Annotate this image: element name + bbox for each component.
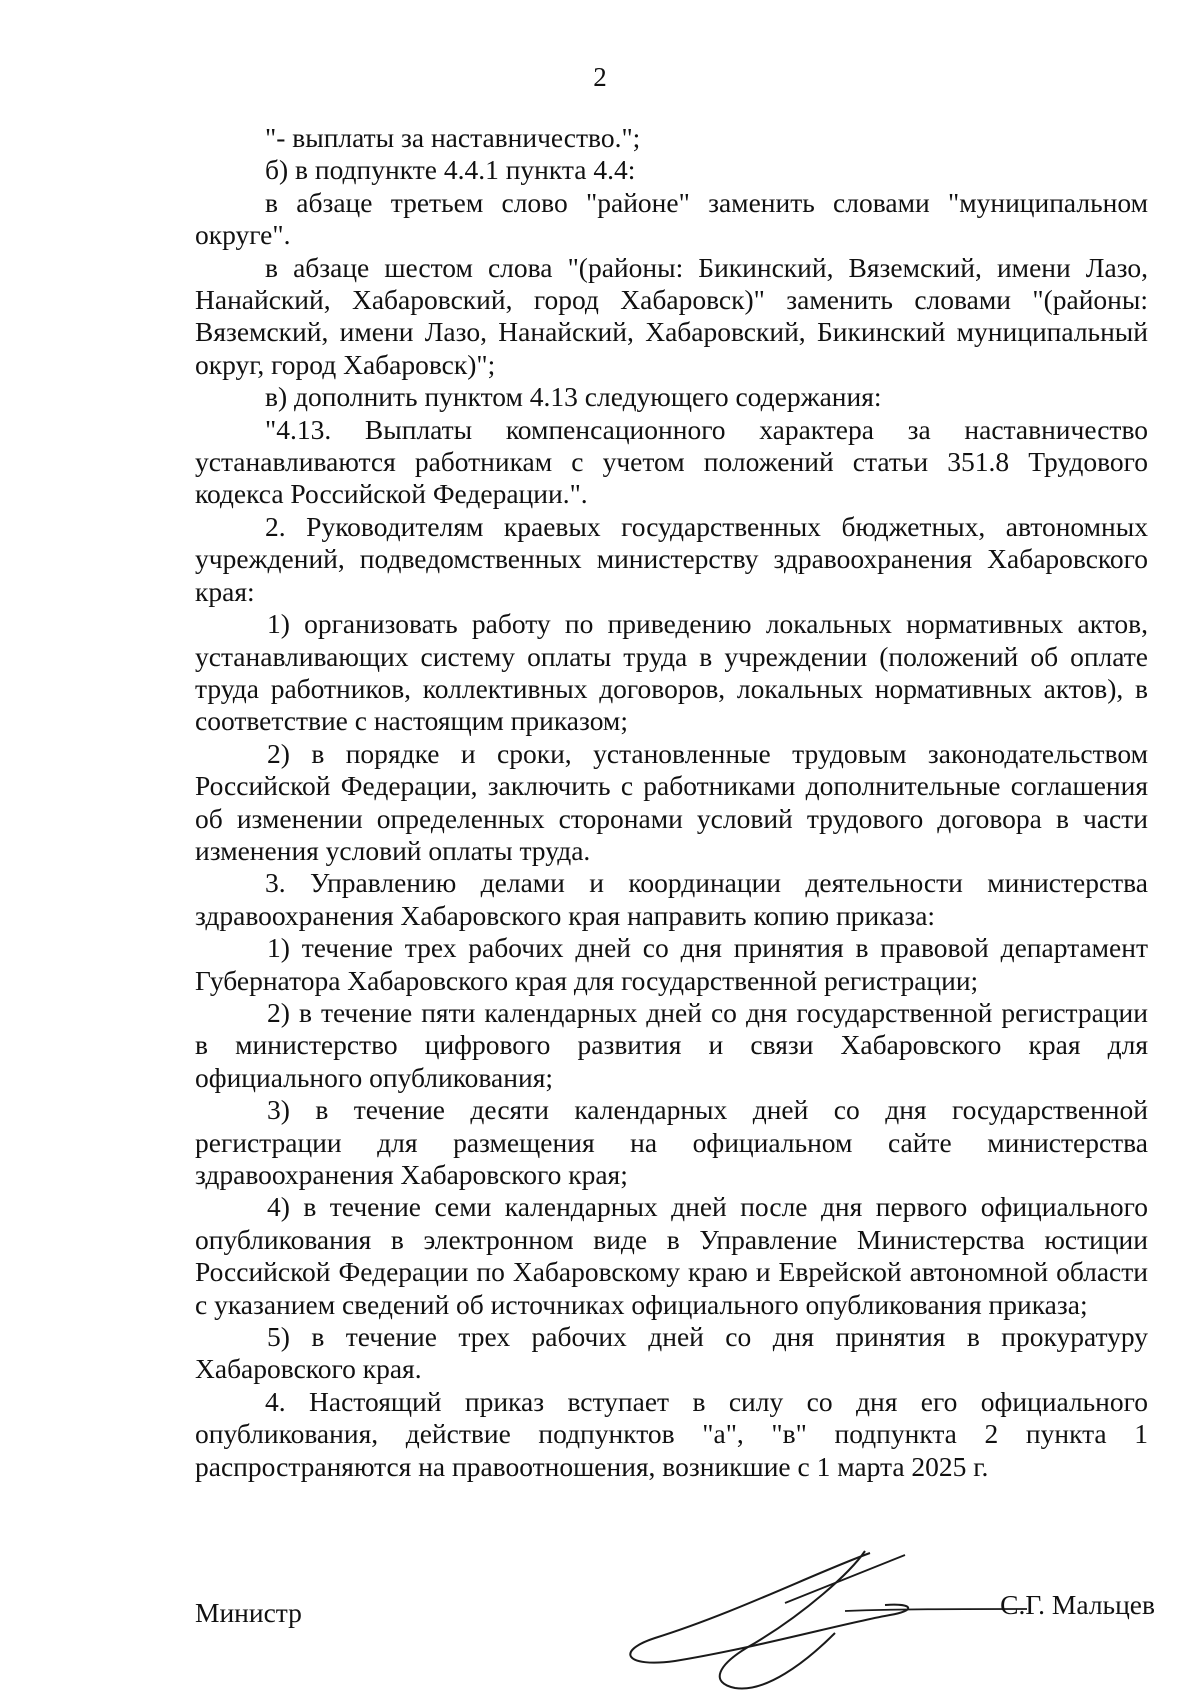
paragraph: в абзаце шестом слова "(районы: Бикинский, Вяземский, имени Лазо, Нанайский, Хабаровский, город Хабаровск)" заменить словами "(районы: Вяземский, имени Лазо, Нанайский, Хабаровский, Бикинский муниципальный округ, город Хабаровск)"; (195, 251, 1148, 380)
paragraph: "- выплаты за наставничество."; (265, 122, 641, 153)
signature-block (195, 1589, 1155, 1707)
paragraph: 3) в течение десяти календарных дней со дня государственной регистрации для размещения на официальном сайте министерства здравоохранения Хабаровского края; (195, 1094, 1148, 1190)
paragraph: 2) в течение пяти календарных дней со дня государственной регистрации в министерство цифрового развития и связи Хабаровского края для официального опубликования; (195, 996, 1148, 1093)
paragraph: 5) в течение трех рабочих дней со дня принятия в прокуратуру Хабаровского края. (195, 1321, 1148, 1385)
signatory-title: Министр (195, 1597, 302, 1628)
page-number: 2 (593, 62, 607, 92)
paragraph: 4) в течение семи календарных дней после дня первого официального опубликования в электронном виде в Управление Министерства юстиции Российской Федерации по Хабаровскому краю и Еврейской автономной области с указанием сведений об источниках официального опубликования приказа; (195, 1191, 1148, 1320)
paragraph: в абзаце третьем слово "районе" заменить словами "муниципальном округе". (195, 186, 1148, 251)
document-body (195, 122, 1148, 1483)
paragraph: 4. Настоящий приказ вступает в силу со дня его официального опубликования, действие подпунктов "а", "в" подпункта 2 пункта 1 распространяются на правоотношения, возникшие с 1 марта 2025 г. (195, 1385, 1148, 1482)
paragraph: 1) организовать работу по приведению локальных нормативных актов, устанавливающих систему оплаты труда в учреждении (положений об оплате труда работников, коллективных договоров, локальных нормативных актов), в соответствие с настоящим приказом; (195, 608, 1148, 737)
paragraph: в) дополнить пунктом 4.13 следующего содержания: (265, 381, 882, 413)
paragraph: 1) течение трех рабочих дней со дня принятия в правовой департамент Губернатора Хабаровского края для государственной регистрации; (195, 932, 1148, 996)
paragraph: 2. Руководителям краевых государственных бюджетных, автономных учреждений, подведомственных министерству здравоохранения Хабаровского края: (195, 510, 1148, 607)
paragraph: 2) в порядке и сроки, установленные трудовым законодательством Российской Федерации, заключить с работниками дополнительные соглашения об изменении определенных сторонами условий трудового договора в части изменения условий оплаты труда. (195, 737, 1148, 866)
handwritten-signature (615, 1543, 1035, 1693)
paragraph: 3. Управлению делами и координации деятельности министерства здравоохранения Хабаровского края направить копию приказа: (195, 867, 1148, 931)
paragraph: "4.13. Выплаты компенсационного характера за наставничество устанавливаются работникам с учетом положений статьи 351.8 Трудового кодекса Российской Федерации.". (195, 413, 1148, 510)
signatory-name: С.Г. Мальцев (1000, 1589, 1155, 1620)
paragraph: б) в подпункте 4.4.1 пункта 4.4: (265, 154, 636, 186)
